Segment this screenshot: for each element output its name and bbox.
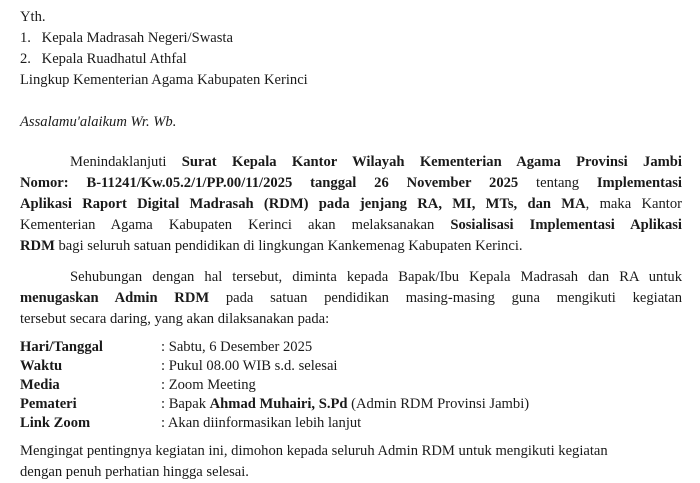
text: tentang	[518, 175, 597, 191]
text: : Zoom Meeting	[161, 377, 256, 393]
detail-value	[161, 338, 682, 357]
closing-paragraph	[20, 441, 682, 483]
detail-label: Waktu	[20, 358, 63, 374]
text: : Sabtu, 6 Desember 2025	[161, 339, 313, 355]
detail-value	[161, 414, 682, 433]
detail-row	[20, 395, 682, 414]
paragraph-line	[20, 215, 682, 236]
closing-line: dengan penuh perhatian hingga selesai.	[20, 464, 249, 480]
detail-value	[161, 357, 682, 376]
text: pada satuan pendidikan masing-masing guna mengikuti kegiatan	[209, 290, 682, 306]
text: tersebut secara daring, yang akan dilaksanakan pada:	[20, 311, 330, 327]
detail-value	[161, 376, 682, 395]
text: Sehubungan dengan hal tersebut, diminta kepada Bapak/Ibu Kepala Madrasah dan RA untuk	[70, 269, 682, 285]
recipient-text: Kepala Madrasah Negeri/Swasta	[41, 30, 233, 46]
bold-text: menugaskan Admin RDM	[20, 290, 210, 306]
event-details	[20, 338, 682, 433]
detail-label: Hari/Tanggal	[20, 339, 103, 355]
bold-text: Surat Kepala Kantor Wilayah Kementerian Agama Provinsi Jambi	[181, 154, 682, 170]
closing-line: Mengingat pentingnya kegiatan ini, dimohon kepada seluruh Admin RDM untuk mengikuti kegiatan	[20, 443, 608, 459]
recipient-1	[20, 28, 682, 49]
text: : Bapak	[161, 396, 210, 412]
paragraph-line	[20, 173, 682, 194]
letter-page	[20, 7, 682, 483]
paragraph-request	[20, 267, 682, 330]
recipient-text: Kepala Ruadhatul Athfal	[41, 51, 187, 67]
address-block	[20, 7, 682, 91]
paragraph-line	[20, 194, 682, 215]
detail-row	[20, 338, 682, 357]
text: Menindaklanjuti	[70, 154, 182, 170]
detail-label: Link Zoom	[20, 415, 91, 431]
paragraph-line	[20, 309, 682, 330]
detail-row	[20, 376, 682, 395]
detail-value	[161, 395, 682, 414]
bold-text: Nomor: B-11241/Kw.05.2/1/PP.00/11/2025 tanggal 26 November 2025	[20, 175, 519, 191]
recipient-number: 2.	[20, 51, 31, 67]
paragraph-line	[20, 267, 682, 288]
detail-row	[20, 357, 682, 376]
text: : Pukul 08.00 WIB s.d. selesai	[161, 358, 338, 374]
paragraph-line	[20, 152, 682, 173]
bold-text: Sosialisasi Implementasi Aplikasi	[450, 217, 682, 233]
recipient-number: 1.	[20, 30, 31, 46]
detail-row	[20, 414, 682, 433]
recipient-2	[20, 49, 682, 70]
text: bagi seluruh satuan pendidikan di lingkungan Kankemenag Kabupaten Kerinci.	[54, 238, 523, 254]
greeting: Assalamu'alaikum Wr. Wb.	[20, 114, 177, 130]
bold-text: Ahmad Muhairi, S.Pd	[209, 396, 348, 412]
text: , maka Kantor	[585, 196, 683, 212]
paragraph-line	[20, 236, 682, 257]
bold-text: RDM	[20, 238, 55, 254]
text: (Admin RDM Provinsi Jambi)	[347, 396, 530, 412]
text: Kementerian Agama Kabupaten Kerinci akan melaksanakan	[20, 217, 451, 233]
paragraph-line	[20, 288, 682, 309]
detail-label: Pemateri	[20, 396, 77, 412]
bold-text: Implementasi	[596, 175, 682, 191]
paragraph-reference	[20, 152, 682, 257]
recipient-scope: Lingkup Kementerian Agama Kabupaten Kerinci	[20, 72, 308, 88]
detail-label: Media	[20, 377, 60, 393]
text: : Akan diinformasikan lebih lanjut	[161, 415, 362, 431]
salutation: Yth.	[20, 9, 46, 25]
bold-text: Aplikasi Raport Digital Madrasah (RDM) pada jenjang RA, MI, MTs, dan MA	[20, 196, 586, 212]
